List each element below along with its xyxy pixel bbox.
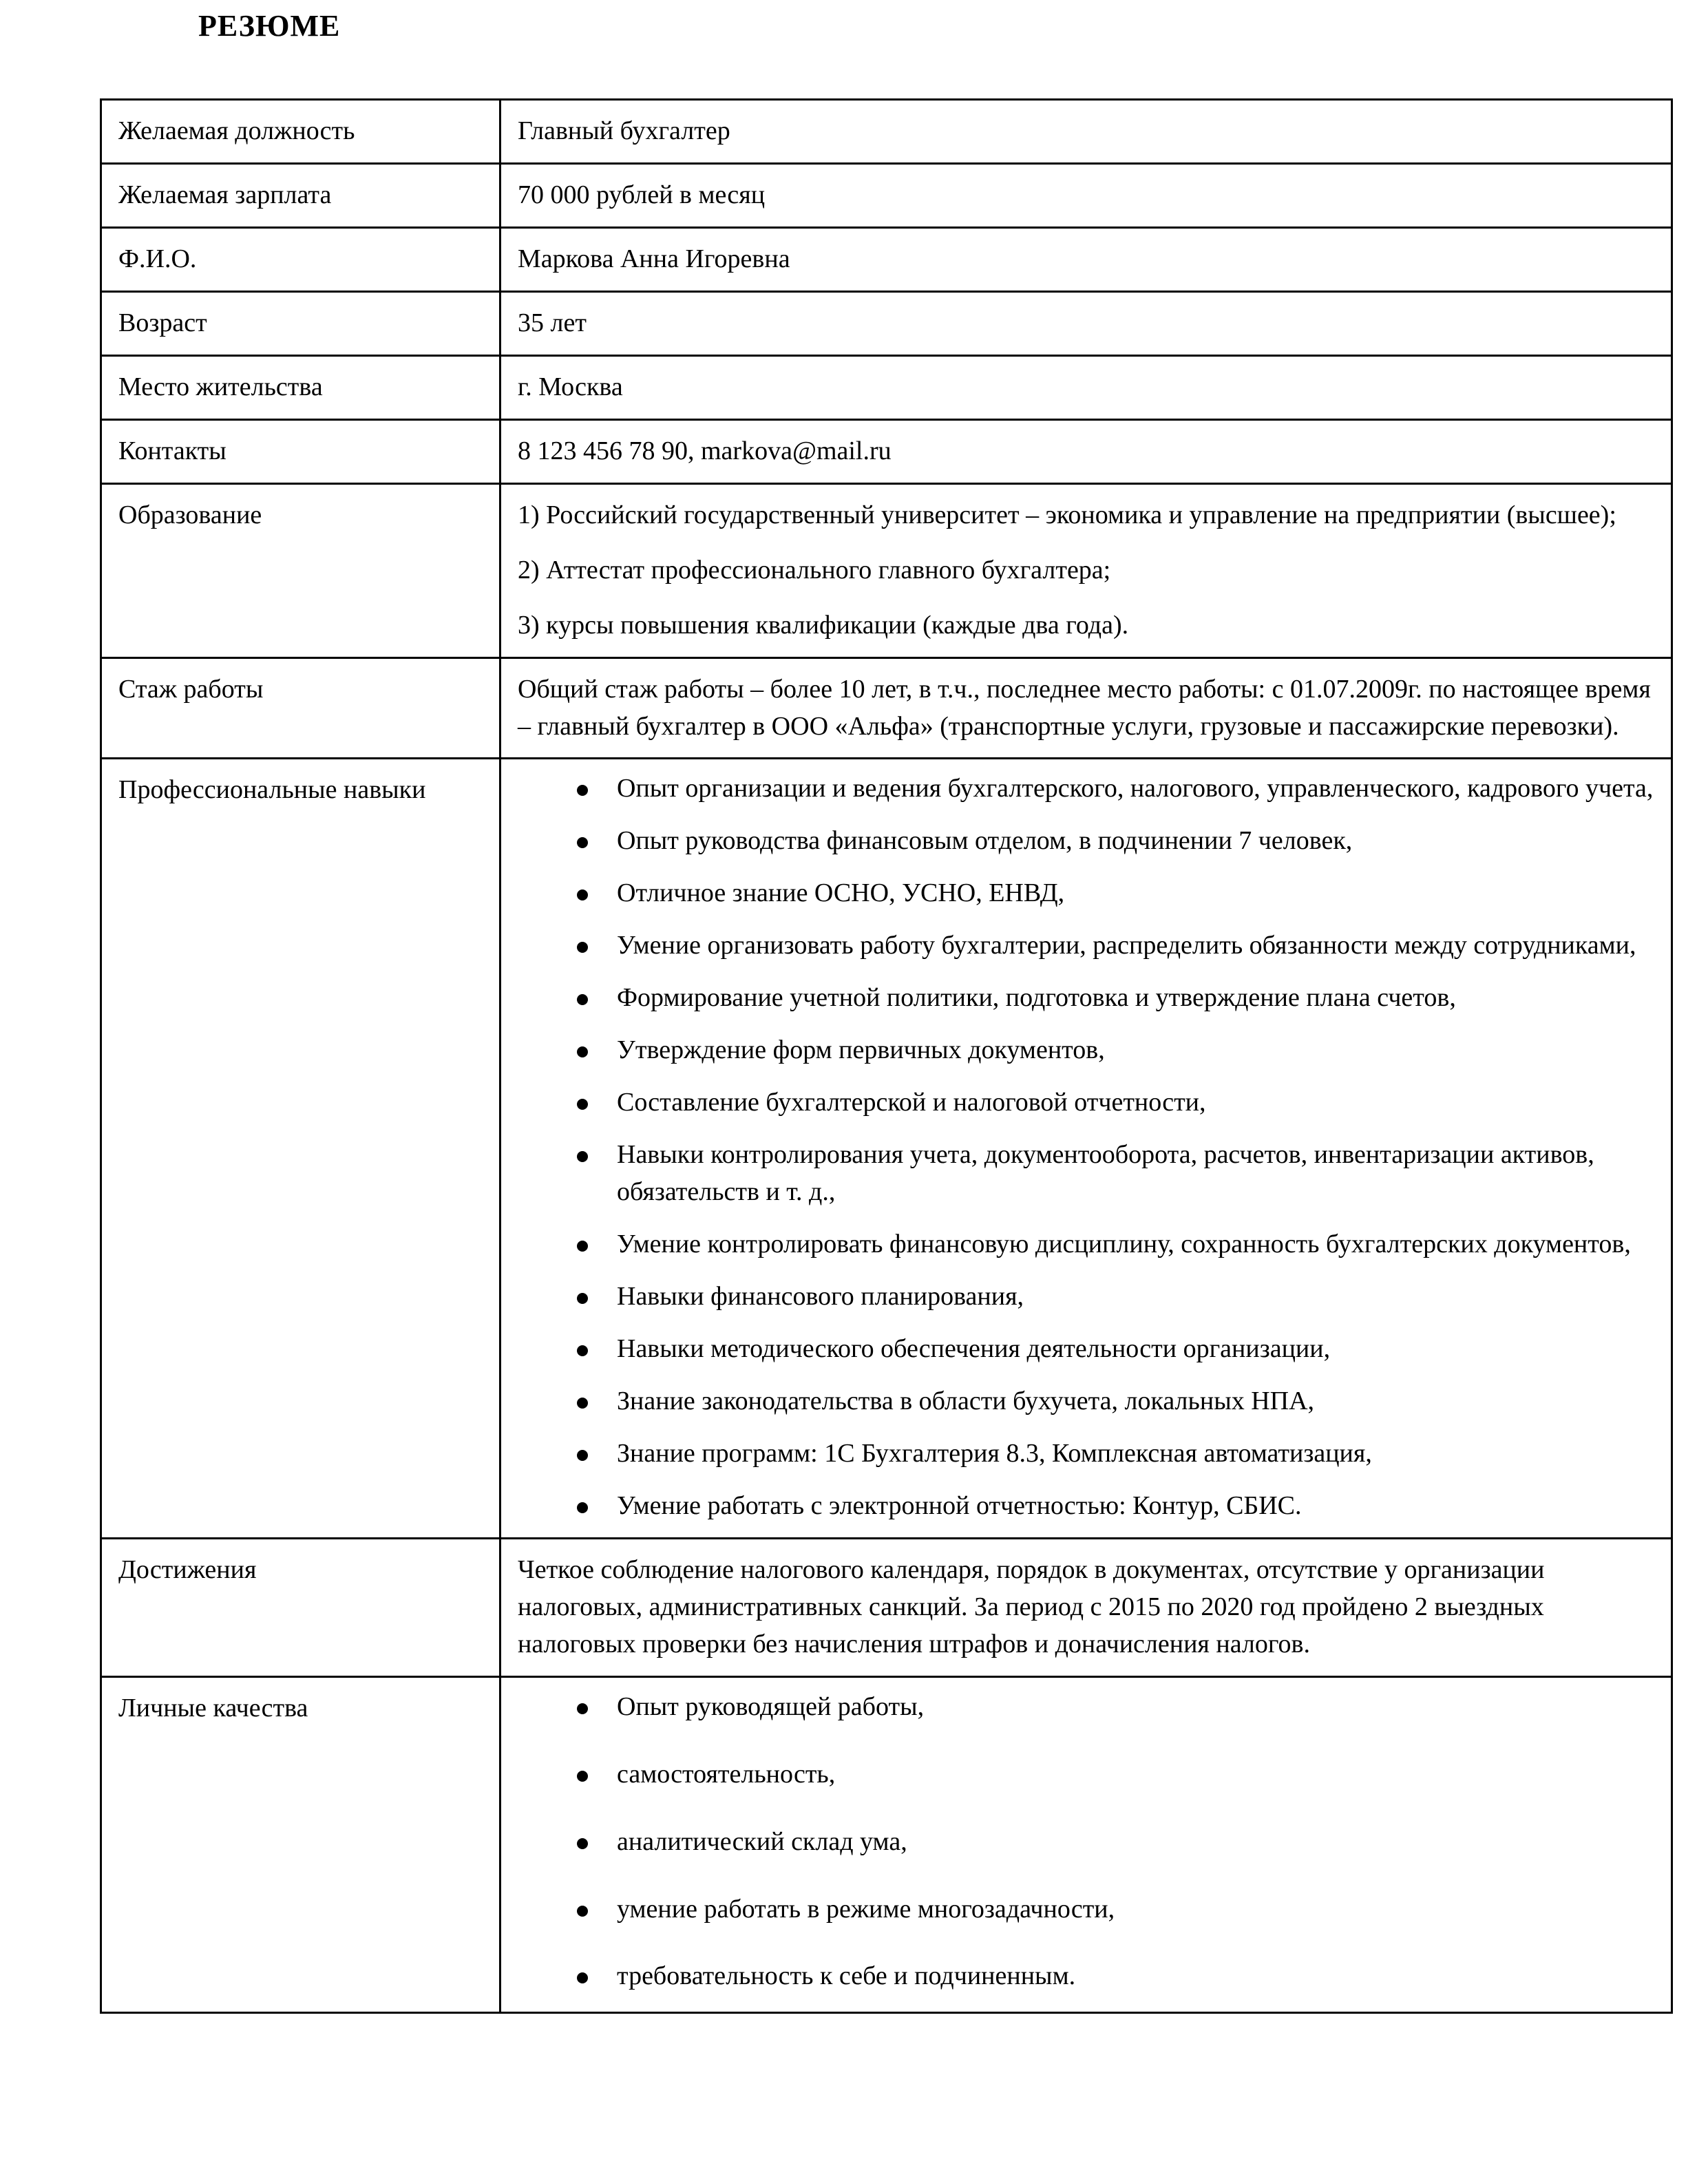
resume-table xyxy=(100,98,1673,2014)
list-item xyxy=(501,980,1657,1017)
row-label-desired-position: Желаемая должность xyxy=(101,100,500,164)
education-item-2: 2) Аттестат профессионального главного бухгалтера; xyxy=(518,555,1111,584)
list-item-text: Умение работать с электронной отчетностью: Контур, СБИС. xyxy=(617,1490,1302,1520)
bullet-icon xyxy=(577,1502,588,1513)
table-row xyxy=(101,1538,1672,1676)
list-item xyxy=(501,1226,1657,1263)
list-item-text: Опыт организации и ведения бухгалтерского, налогового, управленческого, кадрового учета, xyxy=(617,774,1654,803)
list-item-text: Умение организовать работу бухгалтерии, распределить обязанности между сотрудниками, xyxy=(617,931,1636,960)
table-row xyxy=(101,291,1672,355)
list-item xyxy=(501,1383,1657,1420)
table-row xyxy=(101,657,1672,759)
row-label-achievements: Достижения xyxy=(101,1538,500,1676)
list-item-text: Опыт руководства финансовым отделом, в подчинении 7 человек, xyxy=(617,826,1353,856)
list-item xyxy=(501,1137,1657,1211)
row-value-age: 35 лет xyxy=(500,291,1672,355)
row-value-achievements xyxy=(500,1538,1672,1676)
list-item-text: Навыки контролирования учета, документооборота, расчетов, инвентаризации активов, обязательств и т. д., xyxy=(617,1140,1594,1207)
row-value-personal-qualities xyxy=(500,1676,1672,2013)
list-item xyxy=(501,1689,1657,1726)
bullet-icon xyxy=(577,1838,588,1849)
list-item-text: Утверждение форм первичных документов, xyxy=(617,1035,1105,1065)
row-value-professional-skills xyxy=(500,759,1672,1538)
row-label-personal-qualities: Личные качества xyxy=(101,1676,500,2013)
list-item-text: Отличное знание ОСНО, УСНО, ЕНВД, xyxy=(617,878,1065,908)
list-item xyxy=(501,1032,1657,1069)
bullet-icon xyxy=(577,1450,588,1461)
list-item-text: Знание законодательства в области бухучета, локальных НПА, xyxy=(617,1386,1315,1415)
list-item-text: Опыт руководящей работы, xyxy=(617,1692,925,1721)
list-item-text: Формирование учетной политики, подготовка и утверждение плана счетов, xyxy=(617,983,1456,1013)
row-label-contacts: Контакты xyxy=(101,419,500,483)
row-label-professional-skills: Профессиональные навыки xyxy=(101,759,500,1538)
list-item-text: самостоятельность, xyxy=(617,1759,836,1789)
list-item xyxy=(501,1824,1657,1861)
row-value-desired-salary: 70 000 рублей в месяц xyxy=(500,163,1672,227)
bullet-icon xyxy=(577,1703,588,1714)
table-row xyxy=(101,419,1672,483)
bullet-icon xyxy=(577,942,588,953)
list-item xyxy=(501,770,1657,808)
list-item xyxy=(501,823,1657,860)
bullet-icon xyxy=(577,1906,588,1917)
table-row xyxy=(101,1676,1672,2013)
row-label-full-name: Ф.И.О. xyxy=(101,227,500,291)
list-item-text: Умение контролировать финансовую дисциплину, сохранность бухгалтерских документов, xyxy=(617,1230,1631,1259)
bullet-icon xyxy=(577,1241,588,1252)
professional-skills-list xyxy=(501,770,1657,1524)
bullet-icon xyxy=(577,1099,588,1110)
bullet-icon xyxy=(577,1345,588,1356)
list-item-text: Навыки методического обеспечения деятельности организации, xyxy=(617,1334,1331,1363)
achievements-text: Четкое соблюдение налогового календаря, порядок в документах, отсутствие у организации налоговых, административных санкций. За период с 2015 по 2020 год пройдено 2 выездных налоговых проверки без начисления штрафов и доначисления налогов. xyxy=(518,1555,1545,1658)
personal-qualities-list xyxy=(501,1689,1657,1996)
education-item-1: 1) Российский государственный университет – экономика и управление на предприятии (высшее); xyxy=(518,500,1616,529)
bullet-icon xyxy=(577,1398,588,1409)
list-item xyxy=(501,1278,1657,1316)
row-label-residence: Место жительства xyxy=(101,355,500,419)
row-label-work-experience: Стаж работы xyxy=(101,657,500,759)
bullet-icon xyxy=(577,1151,588,1162)
row-label-age: Возраст xyxy=(101,291,500,355)
table-row xyxy=(101,483,1672,657)
list-item xyxy=(501,927,1657,965)
row-value-full-name: Маркова Анна Игоревна xyxy=(500,227,1672,291)
list-item xyxy=(501,875,1657,912)
work-experience-text: Общий стаж работы – более 10 лет, в т.ч., последнее место работы: с 01.07.2009г. по настоящее время – главный бухгалтер в ООО «Альфа» (транспортные услуги, грузовые и пассажирские перевозки). xyxy=(518,674,1651,741)
bullet-icon xyxy=(577,889,588,900)
table-row xyxy=(101,163,1672,227)
list-item xyxy=(501,1084,1657,1121)
list-item-text: Знание программ: 1С Бухгалтерия 8.3, Комплексная автоматизация, xyxy=(617,1438,1372,1468)
list-item xyxy=(501,1958,1657,1995)
bullet-icon xyxy=(577,994,588,1005)
bullet-icon xyxy=(577,1293,588,1304)
list-item-text: Навыки финансового планирования, xyxy=(617,1282,1024,1312)
list-item xyxy=(501,1435,1657,1473)
bullet-icon xyxy=(577,837,588,848)
table-row xyxy=(101,227,1672,291)
list-item-text: аналитический склад ума, xyxy=(617,1826,907,1856)
bullet-icon xyxy=(577,1046,588,1057)
list-item xyxy=(501,1756,1657,1793)
list-item xyxy=(501,1891,1657,1928)
row-label-desired-salary: Желаемая зарплата xyxy=(101,163,500,227)
bullet-icon xyxy=(577,1771,588,1782)
table-row xyxy=(101,100,1672,164)
education-item-3: 3) курсы повышения квалификации (каждые два года). xyxy=(518,610,1129,640)
bullet-icon xyxy=(577,785,588,796)
table-row xyxy=(101,355,1672,419)
list-item xyxy=(501,1331,1657,1368)
row-label-education: Образование xyxy=(101,483,500,657)
list-item-text: требовательность к себе и подчиненным. xyxy=(617,1961,1076,1991)
bullet-icon xyxy=(577,1972,588,1983)
list-item xyxy=(501,1488,1657,1525)
row-value-education xyxy=(500,483,1672,657)
row-value-work-experience xyxy=(500,657,1672,759)
page-title: РЕЗЮМЕ xyxy=(198,9,341,43)
list-item-text: Составление бухгалтерской и налоговой отчетности, xyxy=(617,1088,1206,1117)
table-row xyxy=(101,759,1672,1538)
row-value-contacts: 8 123 456 78 90, markova@mail.ru xyxy=(500,419,1672,483)
list-item-text: умение работать в режиме многозадачности, xyxy=(617,1894,1115,1924)
row-value-residence: г. Москва xyxy=(500,355,1672,419)
row-value-desired-position: Главный бухгалтер xyxy=(500,100,1672,164)
